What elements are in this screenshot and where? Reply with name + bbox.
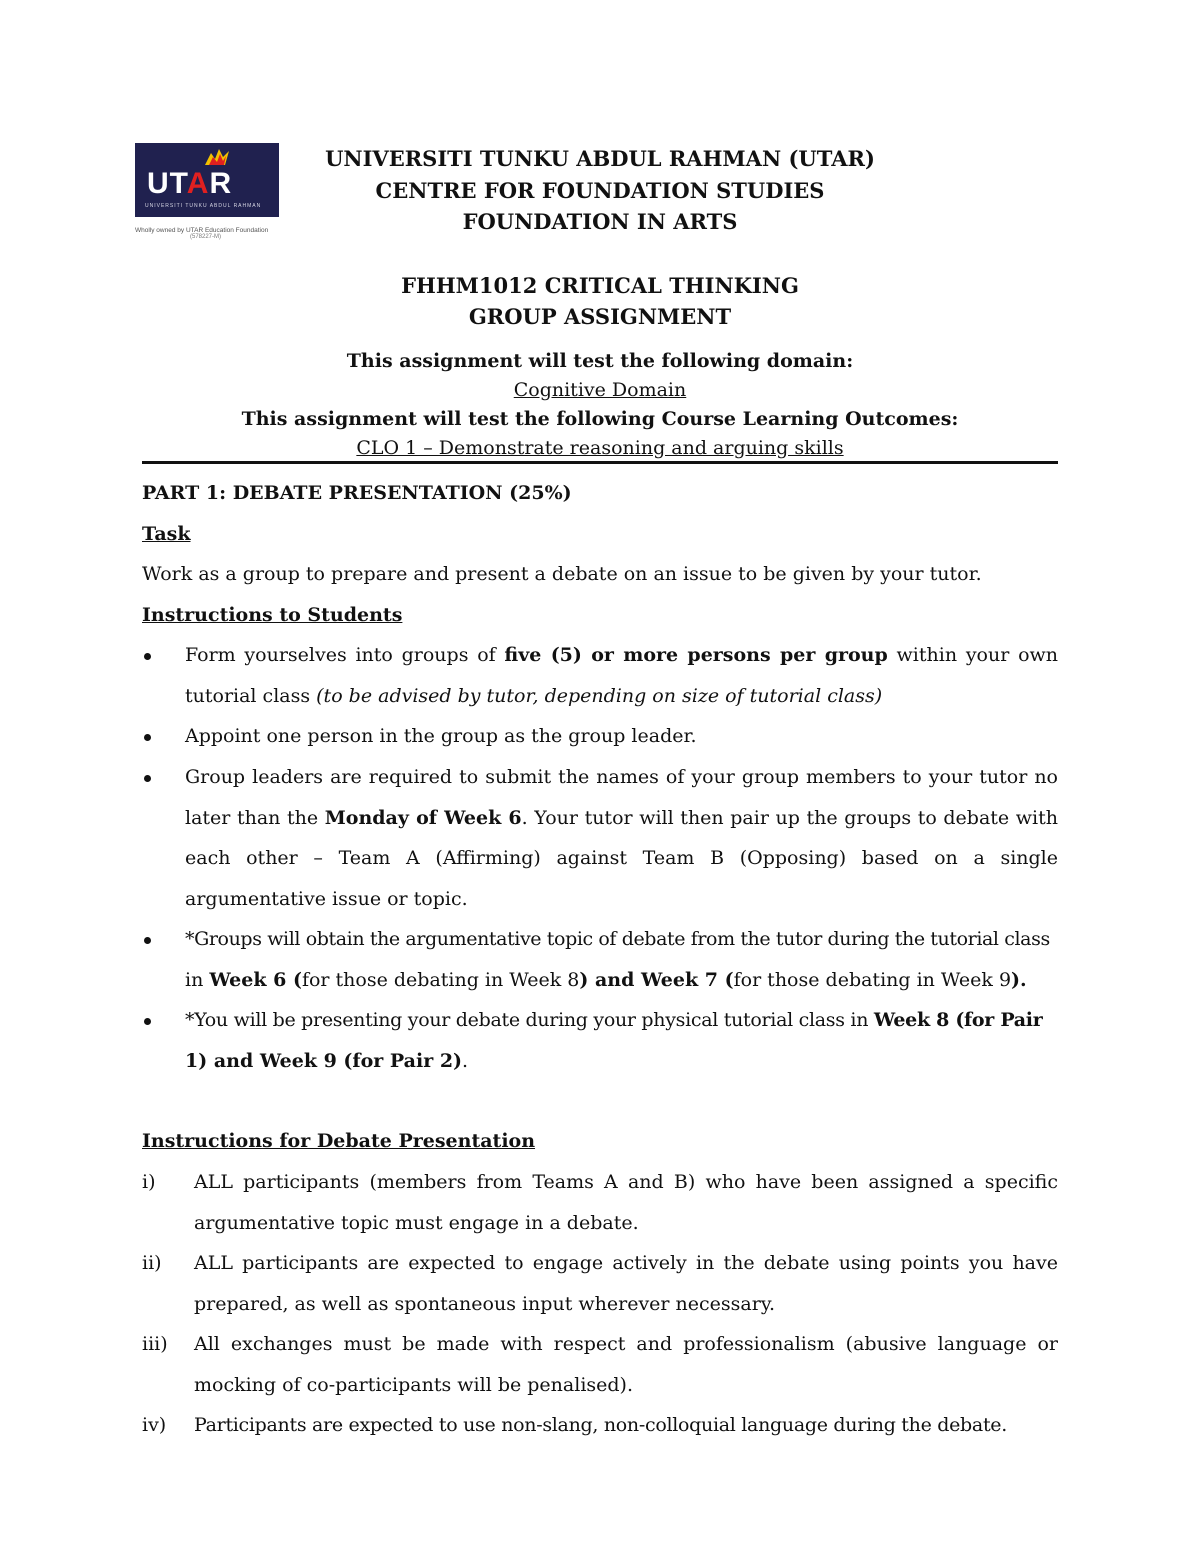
course-title: FHHM1012 CRITICAL THINKING bbox=[401, 273, 799, 298]
clo-value: CLO 1 – Demonstrate reasoning and arguing skills bbox=[356, 437, 844, 459]
item-number: iii) bbox=[142, 1333, 168, 1355]
domain-label: This assignment will test the following domain: bbox=[346, 350, 854, 372]
section-divider bbox=[142, 461, 1058, 464]
logo-caption: Wholly owned by UTAR Education Foundation bbox=[135, 227, 269, 234]
centre-name: CENTRE FOR FOUNDATION STUDIES bbox=[375, 178, 825, 203]
item-number: ii) bbox=[142, 1252, 162, 1274]
university-name: UNIVERSITI TUNKU ABDUL RAHMAN (UTAR) bbox=[325, 146, 875, 171]
list-item: Group leaders are required to submit the names of your group members to your tutor no later than the Monday of Week 6. Your tutor will then pair up the groups to debate with each other – Team A (Affirming) against Team B (Opposing) based on a single argumentative issue or topic. bbox=[142, 757, 1058, 919]
debate-instructions-heading: Instructions for Debate Presentation bbox=[142, 1130, 536, 1152]
programme-name: FOUNDATION IN ARTS bbox=[462, 209, 738, 234]
bullet-icon bbox=[142, 1000, 182, 1041]
domain-value: Cognitive Domain bbox=[513, 379, 687, 401]
numbered-item: ii) ALL participants are expected to engage actively in the debate using points you have prepared, as well as spontaneous input wherever necessary. bbox=[142, 1243, 1058, 1324]
instructions-heading: Instructions to Students bbox=[142, 604, 403, 626]
numbered-item: iii) All exchanges must be made with respect and professionalism (abusive language or mocking of co-participants will be penalised). bbox=[142, 1324, 1058, 1405]
logo-subtext: UNIVERSITI TUNKU ABDUL RAHMAN bbox=[145, 203, 262, 209]
part1-title: PART 1: DEBATE PRESENTATION (25%) bbox=[142, 482, 572, 504]
list-item: Form yourselves into groups of five (5) or more persons per group within your own tutorial class (to be advised by tutor, depending on size of tutorial class) bbox=[142, 635, 1058, 716]
clo-label: This assignment will test the following Course Learning Outcomes: bbox=[241, 408, 959, 430]
bullet-icon bbox=[142, 716, 182, 757]
logo-registration: (578227-M) bbox=[190, 234, 222, 240]
list-item: *You will be presenting your debate during your physical tutorial class in Week 8 (for Pair 1) and Week 9 (for Pair 2). bbox=[142, 1000, 1058, 1081]
list-item: *Groups will obtain the argumentative topic of debate from the tutor during the tutorial class in Week 6 (for those debating in Week 8) and Week 7 (for those debating in Week 9). bbox=[142, 919, 1058, 1000]
item-number: i) bbox=[142, 1171, 156, 1193]
task-heading: Task bbox=[142, 523, 191, 545]
bullet-icon bbox=[142, 919, 182, 960]
item-number: iv) bbox=[142, 1414, 167, 1436]
logo-wordmark: UTAR bbox=[147, 167, 233, 200]
numbered-item: iv) Participants are expected to use non-slang, non-colloquial language during the debate. bbox=[142, 1405, 1058, 1446]
list-item: Appoint one person in the group as the group leader. bbox=[142, 716, 1058, 757]
bullet-icon bbox=[142, 757, 182, 798]
assignment-title: GROUP ASSIGNMENT bbox=[468, 304, 732, 329]
task-text: Work as a group to prepare and present a debate on an issue to be given by your tutor. bbox=[142, 563, 982, 585]
numbered-item: i) ALL participants (members from Teams A and B) who have been assigned a specific argumentative topic must engage in a debate. bbox=[142, 1162, 1058, 1243]
bullet-icon bbox=[142, 635, 182, 676]
